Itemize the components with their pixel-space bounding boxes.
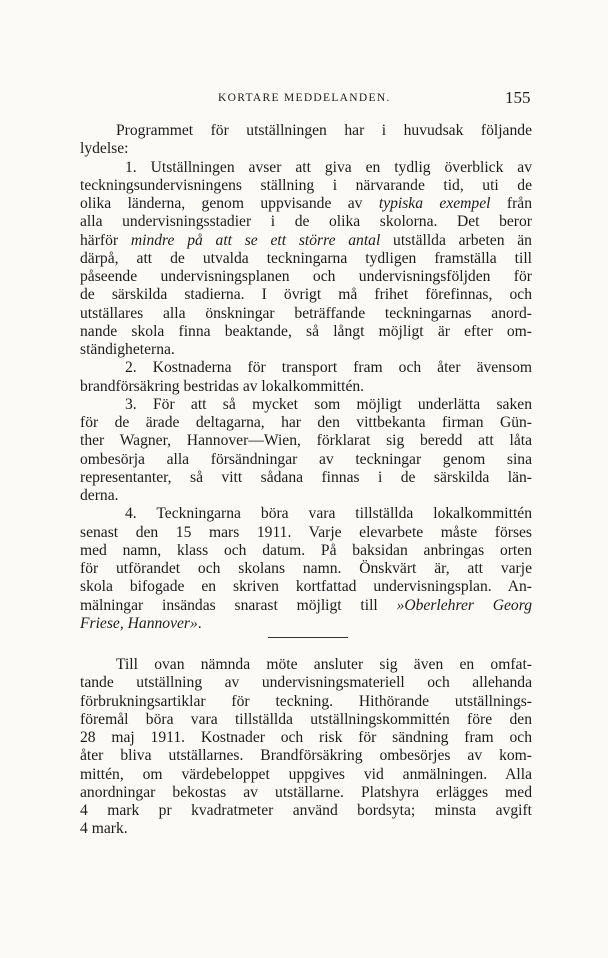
text-line: lydelse: xyxy=(80,140,129,158)
text-line: alla undervisningsstadier i de olika skolorna. Det beror xyxy=(80,213,532,231)
text-line: de särskilda stadierna. I övrigt må frihet förefinnas, och xyxy=(80,286,532,304)
program-section xyxy=(80,122,532,633)
text-line: anordningar bekostas av utställarne. Platshyra erlägges med xyxy=(80,783,532,801)
text-line: ständigheterna. xyxy=(80,341,175,358)
text-line: olika länderna, genom uppvisande av typiska exempel från xyxy=(80,195,532,212)
text-line: påseende undervisningsplanen och undervisningsföljden för xyxy=(80,268,532,285)
text-line: med namn, klass och datum. På baksidan anbringas orten xyxy=(80,541,532,559)
running-title: KORTARE MEDDELANDEN. xyxy=(218,92,391,104)
text-line: föremål böra vara tillställda utställningskommittén före den xyxy=(80,710,532,728)
text-line: senast den 15 mars 1911. Varje elevarbete måste förses xyxy=(80,523,532,541)
text-line: åter bliva utställarnes. Brandförsäkring ombesörjes av kom- xyxy=(80,747,532,765)
text-line: för utförandet och skolans namn. Önskvärt är, att varje xyxy=(80,560,532,577)
text-line: brandförsäkring bestridas av lokalkommittén. xyxy=(80,377,365,395)
text-line: derna. xyxy=(80,487,119,504)
text-line: teckningsundervisningens ställning i närvarande tid, uti de xyxy=(80,176,532,194)
text-line: ther Wagner, Hannover—Wien, förklarat sig beredd att låta xyxy=(80,432,532,450)
exhibition-section xyxy=(80,656,532,839)
text-line: 4 mark. xyxy=(80,820,128,838)
text-line: mittén, om värdebeloppet uppgives vid anmälningen. Alla xyxy=(80,765,532,783)
text-line: nande skola finna beaktande, så långt möjligt är efter om- xyxy=(80,322,532,340)
text-line: Programmet för utställningen har i huvudsak följande xyxy=(116,122,532,139)
text-line: 3. För att så mycket som möjligt underlätta saken xyxy=(125,395,532,413)
text-line: Friese, Hannover». xyxy=(80,614,202,632)
text-line: förbrukningsartiklar för teckning. Hithörande utställnings- xyxy=(80,692,532,710)
text-line: skola bifogade en skriven kortfattad undervisningsplan. An- xyxy=(80,578,532,596)
text-line: 2. Kostnaderna för transport fram och åter ävensom xyxy=(125,359,532,377)
text-line: 4 mark pr kvadratmeter använd bordsyta; minsta avgift xyxy=(80,802,532,819)
text-line: tande utställning av undervisningsmateriell och allehanda xyxy=(80,674,532,692)
text-line: därpå, att de utvalda teckningarna tydligen framställa till xyxy=(80,249,532,267)
text-line: härför mindre på att se ett större antal utställda arbeten än xyxy=(80,231,532,249)
text-line: representanter, så vitt sådana finnas i de särskilda län- xyxy=(80,468,532,486)
text-line: mälningar insändas snarast möjligt till »Oberlehrer Georg xyxy=(80,596,532,614)
page-number: 155 xyxy=(505,88,531,107)
text-line: Till ovan nämnda möte ansluter sig även en omfat- xyxy=(116,656,532,673)
text-line: ombesörja alla försändningar av teckningar genom sina xyxy=(80,450,532,468)
section-divider xyxy=(268,637,348,638)
text-line: utställares alla önskningar beträffande teckningarnas anord- xyxy=(80,304,532,322)
text-line: 1. Utställningen avser att giva en tydlig överblick av xyxy=(125,158,532,176)
text-line: för de ärade deltagarna, har den vittbekanta firman Gün- xyxy=(80,414,532,431)
text-line: 28 maj 1911. Kostnader och risk för sändning fram och xyxy=(80,729,532,746)
text-line: 4. Teckningarna böra vara tillställda lokalkommittén xyxy=(125,505,532,523)
